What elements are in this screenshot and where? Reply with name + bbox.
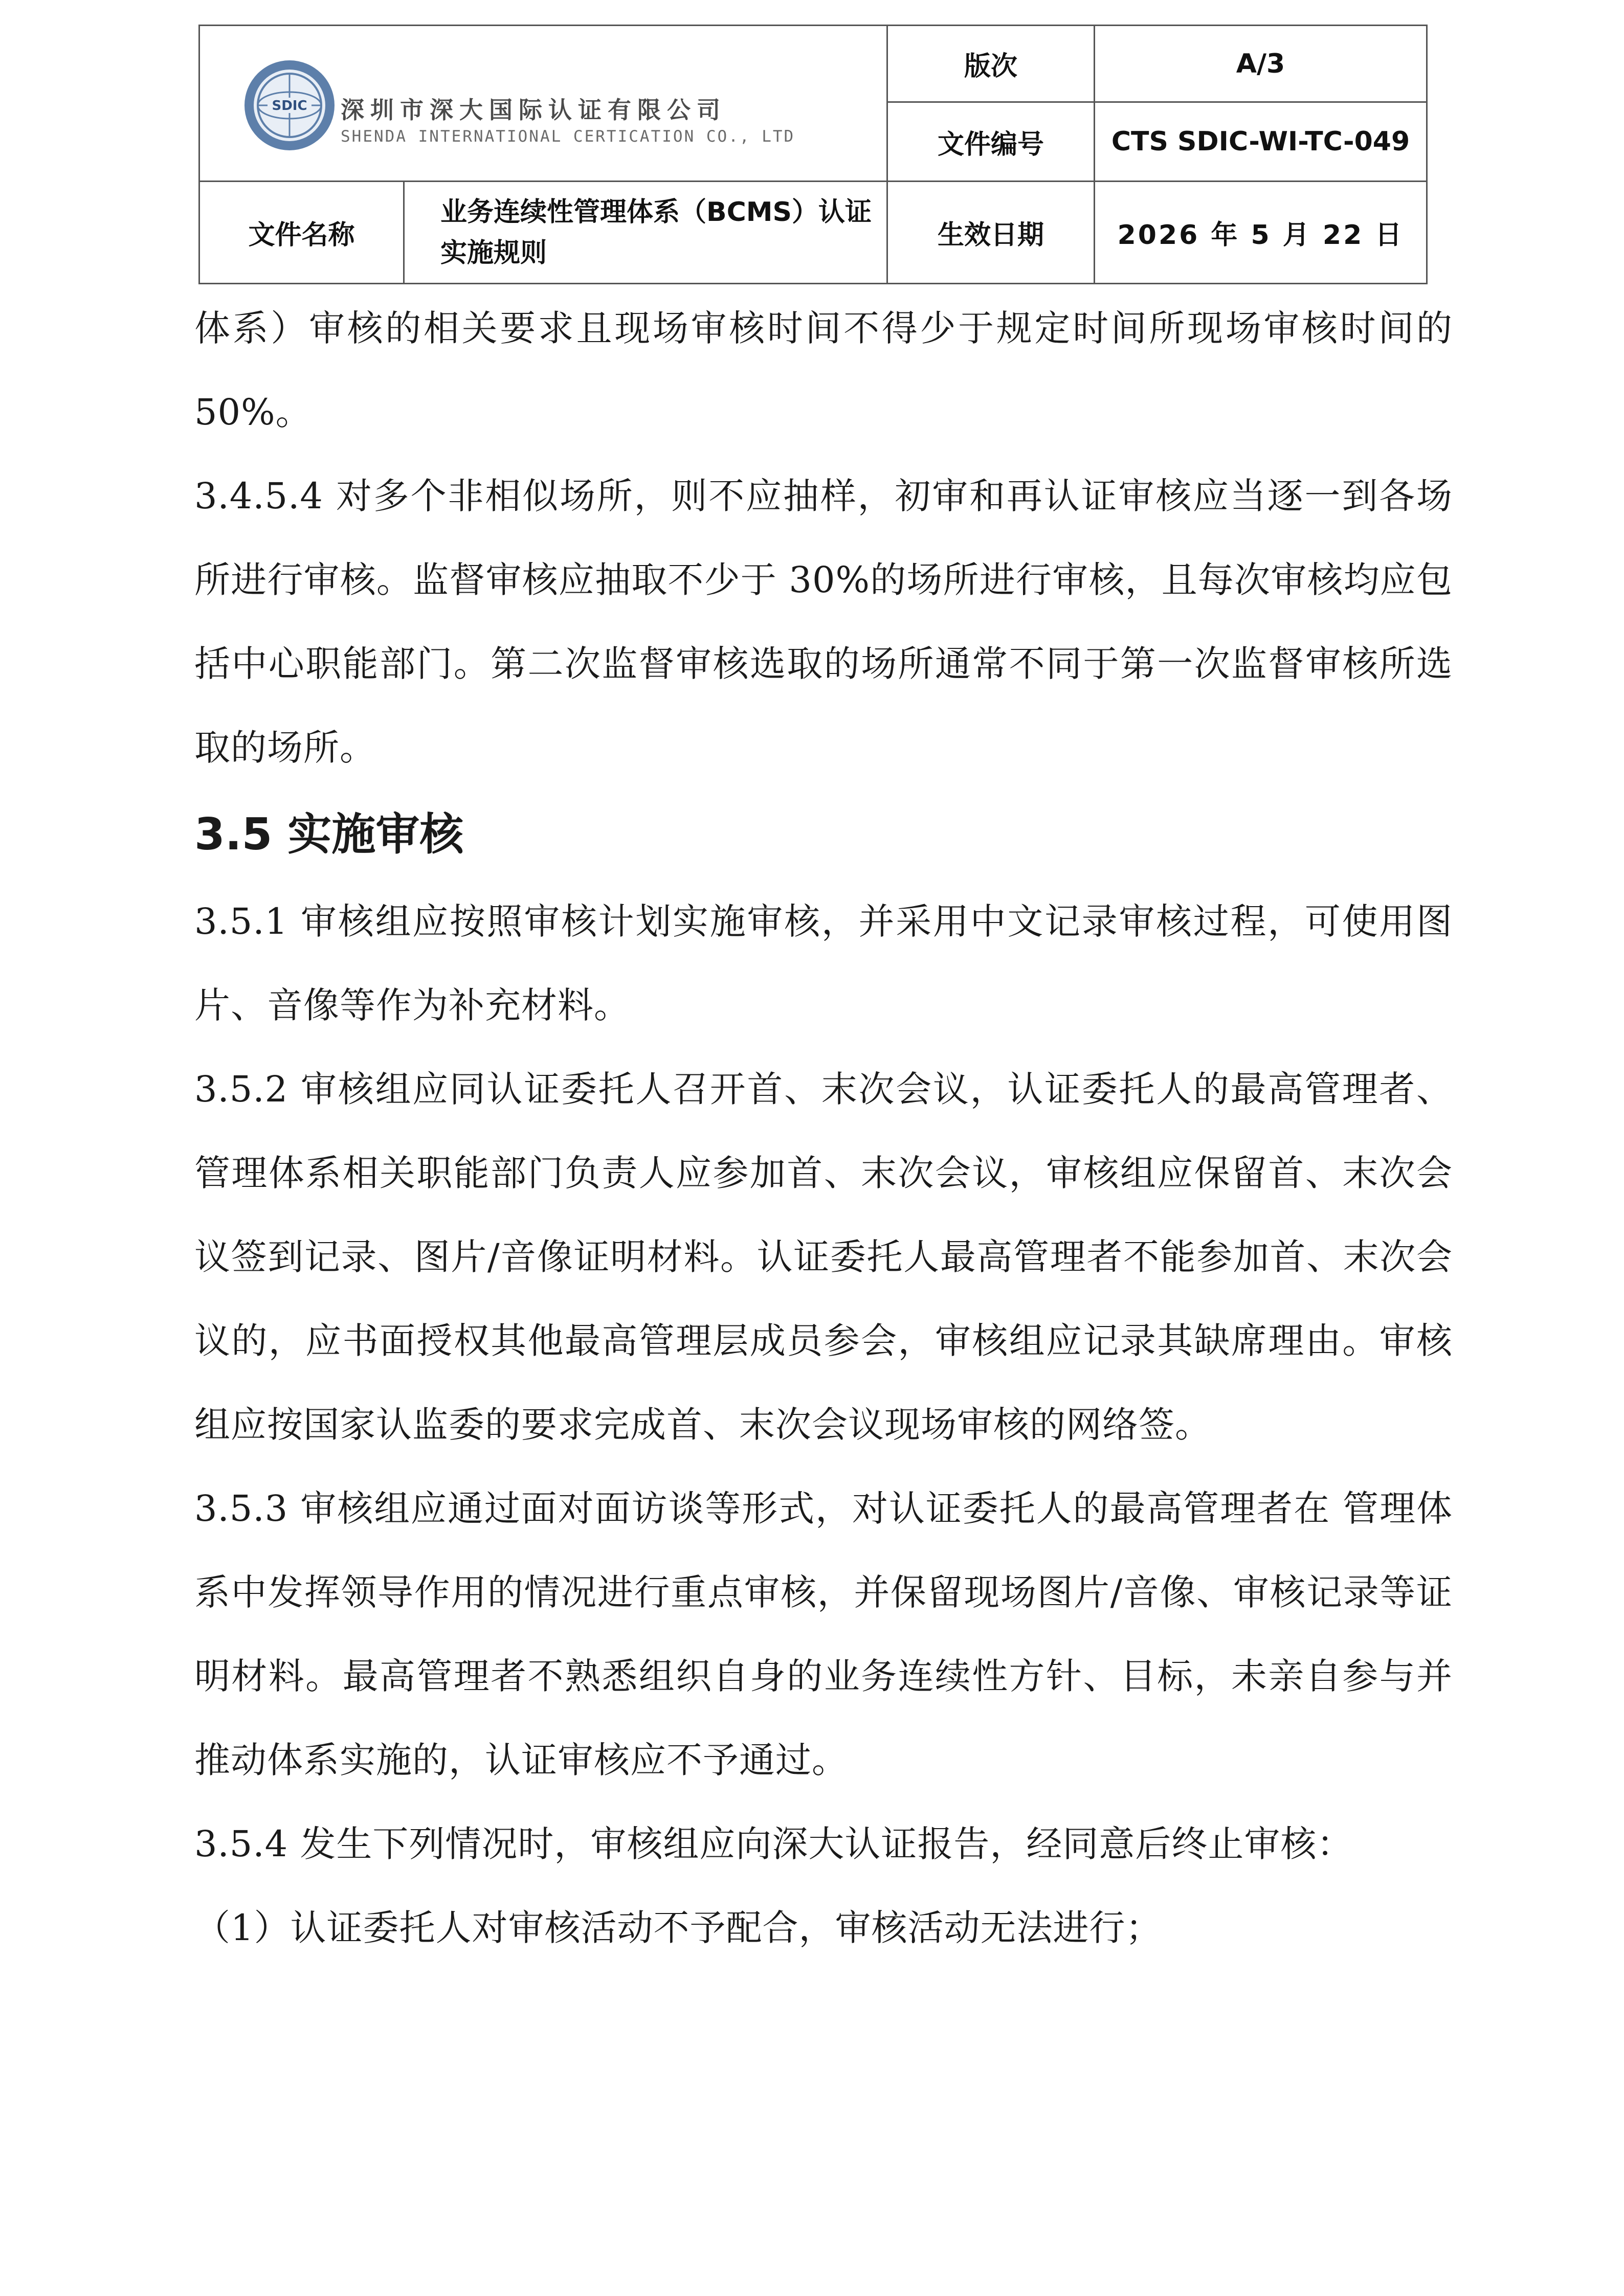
svg-text:SDIC: SDIC bbox=[272, 98, 307, 114]
doc-name-label: 文件名称 bbox=[199, 182, 404, 284]
effective-date-value: 2026 年 5 月 22 日 bbox=[1095, 182, 1427, 284]
company-name-cn: 深圳市深大国际认证有限公司 bbox=[341, 96, 726, 124]
company-logo-cell bbox=[199, 26, 887, 182]
company-name-en: SHENDA INTERNATIONAL CERTICATION CO., LTD bbox=[341, 127, 795, 146]
paragraph-3-4-5-4: 3.4.5.4 对多个非相似场所，则不应抽样，初审和再认证审核应当逐一到各场所进行审核。监督审核应抽取不少于 30%的场所进行审核，且每次审核均应包括中心职能部门。第二次监督审核选取的场所通常不同于第一次监督审核所选取的场所。 bbox=[194, 475, 1453, 769]
version-value: A/3 bbox=[1095, 26, 1427, 102]
section-heading-3-5: 3.5 实施审核 bbox=[194, 809, 464, 860]
paragraph-3-5-3: 3.5.3 审核组应通过面对面访谈等形式，对认证委托人的最高管理者在 管理体系中发挥领导作用的情况进行重点审核，并保留现场图片/音像、审核记录等证明材料。最高管理者不熟悉组织自身的业务连续性方针、目标，未亲自参与并推动体系实施的，认证审核应不予通过。 bbox=[194, 1488, 1453, 1781]
paragraph-3-5-1: 3.5.1 审核组应按照审核计划实施审核，并采用中文记录审核过程，可使用图片、音像等作为补充材料。 bbox=[194, 901, 1453, 1026]
paragraph-3-5-4: 3.5.4 发生下列情况时，审核组应向深大认证报告，经同意后终止审核： bbox=[194, 1823, 1353, 1865]
doc-number-label: 文件编号 bbox=[887, 102, 1095, 182]
document-header-table bbox=[198, 25, 1428, 284]
doc-name-value: 业务连续性管理体系（BCMS）认证实施规则 bbox=[404, 182, 887, 284]
document-body bbox=[194, 286, 1453, 1970]
company-logo bbox=[241, 57, 1008, 174]
paragraph-continuation: 体系）审核的相关要求且现场审核时间不得少于规定时间所现场审核时间的 50%。 bbox=[194, 307, 1453, 433]
doc-number-value: CTS SDIC-WI-TC-049 bbox=[1095, 102, 1427, 182]
effective-date-label: 生效日期 bbox=[887, 182, 1095, 284]
sdic-seal-icon bbox=[241, 57, 338, 154]
list-item-1: （1）认证委托人对审核活动不予配合，审核活动无法进行； bbox=[194, 1907, 1162, 1949]
version-label: 版次 bbox=[887, 26, 1095, 102]
paragraph-3-5-2: 3.5.2 审核组应同认证委托人召开首、末次会议，认证委托人的最高管理者、管理体系相关职能部门负责人应参加首、末次会议，审核组应保留首、末次会议签到记录、图片/音像证明材料。认证委托人最高管理者不能参加首、末次会议的，应书面授权其他最高管理层成员参会，审核组应记录其缺席理由。审核组应按国家认监委的要求完成首、末次会议现场审核的网络签。 bbox=[194, 1068, 1453, 1446]
